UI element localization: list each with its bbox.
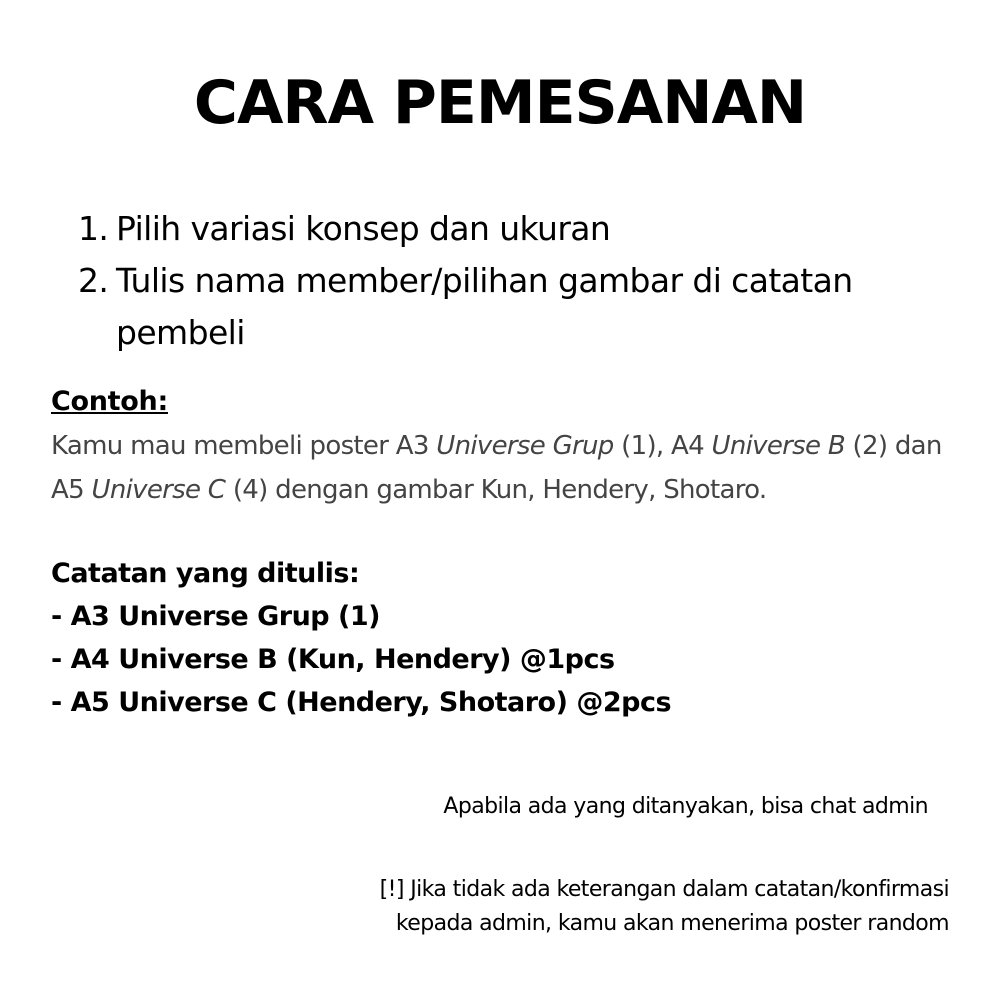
- step-number: 1.: [78, 209, 109, 248]
- example-text-emphasis: Universe B: [711, 431, 845, 461]
- step-item: [78, 255, 958, 359]
- example-text-part: (1), A4: [613, 431, 712, 461]
- example-section: [51, 380, 971, 512]
- warning-line: kepada admin, kamu akan menerima poster random: [395, 911, 949, 936]
- example-text-part: Kamu mau membeli poster A3: [51, 431, 437, 461]
- warning-line: [!] Jika tidak ada keterangan dalam catatan/konfirmasi: [379, 877, 949, 902]
- notes-heading: Catatan yang ditulis:: [51, 558, 360, 589]
- contact-note: Apabila ada yang ditanyakan, bisa chat admin: [443, 794, 928, 819]
- example-label: Contoh:: [51, 386, 168, 417]
- step-text: Tulis nama member/pilihan gambar di catatan pembeli: [116, 261, 853, 352]
- step-number: 2.: [78, 261, 109, 300]
- step-text: Pilih variasi konsep dan ukuran: [116, 209, 611, 248]
- steps-list: [78, 203, 958, 359]
- warning-note: [249, 873, 949, 941]
- example-text: [51, 424, 971, 512]
- example-text-part: (2) dan A5: [51, 431, 942, 505]
- notes-item: - A5 Universe C (Hendery, Shotaro) @2pcs: [51, 687, 672, 718]
- example-text-part: (4) dengan gambar Kun, Hendery, Shotaro.: [225, 475, 767, 505]
- notes-section: [51, 552, 971, 724]
- step-item: [78, 203, 958, 255]
- notes-item: - A3 Universe Grup (1): [51, 601, 380, 632]
- notes-item: - A4 Universe B (Kun, Hendery) @1pcs: [51, 644, 615, 675]
- example-text-emphasis: Universe C: [91, 475, 226, 505]
- page-title: CARA PEMESANAN: [193, 68, 807, 138]
- example-text-emphasis: Universe Grup: [436, 431, 614, 461]
